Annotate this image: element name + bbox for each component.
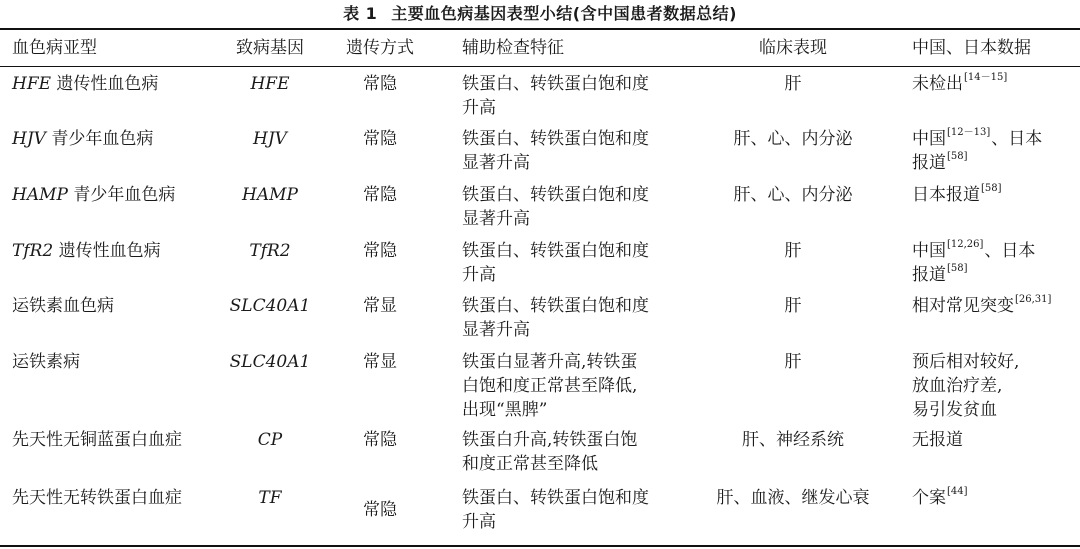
inheritance-cell: 常隐 — [363, 185, 397, 205]
subtype-text: 运铁素血色病 — [12, 296, 114, 316]
subtype-cell — [12, 294, 222, 318]
gene-cell: HAMP — [242, 185, 298, 205]
lab-cell: 铁蛋白显著升高,转铁蛋 白饱和度正常甚至降低, 出现“黑脾” — [462, 352, 638, 420]
header-clinical: 临床表现 — [759, 38, 827, 58]
inheritance-cell: 常隐 — [363, 241, 397, 261]
subtype-cell — [12, 127, 222, 151]
subtype-gene: HFE — [12, 74, 52, 94]
subtype-cell — [12, 183, 222, 207]
subtype-text: 先天性无铜蓝蛋白血症 — [12, 430, 182, 450]
header-inheritance: 遗传方式 — [346, 38, 414, 58]
header-gene: 致病基因 — [236, 38, 304, 58]
lab-cell: 铁蛋白、转铁蛋白饱和度 升高 — [462, 74, 649, 118]
cn-jp-text: 中国 — [912, 129, 946, 149]
subtype-text: 青少年血色病 — [67, 185, 176, 205]
lab-cell: 铁蛋白升高,转铁蛋白饱 和度正常甚至降低 — [462, 430, 638, 474]
cn-jp-text: 日本报道 — [912, 185, 980, 205]
gene-cell: TfR2 — [249, 241, 291, 261]
top-rule — [0, 28, 1080, 30]
subtype-gene: TfR2 — [12, 241, 54, 261]
header-rule — [0, 66, 1080, 67]
citation: [44] — [947, 486, 968, 498]
subtype-gene: HAMP — [12, 185, 68, 205]
cn-jp-text: 无报道 — [912, 430, 963, 450]
cn-jp-cell — [912, 72, 1077, 96]
clinical-cell: 肝、心、内分泌 — [733, 185, 853, 205]
inheritance-cell: 常隐 — [363, 500, 397, 520]
cn-jp-text: 未检出 — [912, 74, 963, 94]
cn-jp-cell — [912, 239, 1077, 287]
table-caption — [0, 2, 1080, 26]
clinical-cell: 肝 — [784, 241, 802, 261]
subtype-text: 先天性无转铁蛋白血症 — [12, 488, 182, 508]
gene-cell: HJV — [253, 129, 287, 149]
subtype-text: 遗传性血色病 — [51, 74, 159, 94]
cn-jp-text: 预后相对较好, 放血治疗差, 易引发贫血 — [912, 352, 1020, 420]
inheritance-cell: 常隐 — [363, 430, 397, 450]
table-number: 表 1 — [343, 4, 378, 23]
subtype-cell — [12, 239, 222, 263]
inheritance-cell: 常显 — [363, 296, 397, 316]
bottom-rule — [0, 545, 1080, 547]
citation: [12－13] — [947, 127, 991, 139]
clinical-cell: 肝 — [784, 352, 802, 372]
gene-cell: CP — [257, 430, 283, 450]
lab-cell: 铁蛋白、转铁蛋白饱和度 升高 — [462, 488, 649, 532]
citation: [12,26] — [947, 239, 984, 251]
citation: [58] — [947, 151, 968, 163]
cn-jp-text: 、日本 报道 — [912, 129, 1043, 173]
gene-cell: SLC40A1 — [229, 296, 311, 316]
gene-cell: TF — [258, 488, 282, 508]
lab-cell: 铁蛋白、转铁蛋白饱和度 显著升高 — [462, 129, 649, 173]
citation: [14－15] — [964, 72, 1008, 84]
clinical-cell: 肝、心、内分泌 — [733, 129, 853, 149]
lab-cell: 铁蛋白、转铁蛋白饱和度 显著升高 — [462, 185, 649, 229]
header-subtype: 血色病亚型 — [12, 38, 97, 58]
clinical-cell: 肝 — [784, 74, 802, 94]
cn-jp-text: 个案 — [912, 488, 946, 508]
clinical-cell: 肝、血液、继发心衰 — [716, 488, 870, 508]
lab-cell: 铁蛋白、转铁蛋白饱和度 升高 — [462, 241, 649, 285]
gene-cell: HFE — [250, 74, 290, 94]
gene-cell: SLC40A1 — [229, 352, 311, 372]
cn-jp-cell — [912, 486, 1077, 510]
subtype-text: 青少年血色病 — [45, 129, 154, 149]
citation: [58] — [981, 183, 1002, 195]
cn-jp-cell — [912, 350, 1077, 422]
subtype-text: 遗传性血色病 — [53, 241, 161, 261]
clinical-cell: 肝、神经系统 — [742, 430, 844, 450]
subtype-gene: HJV — [12, 129, 46, 149]
subtype-cell — [12, 486, 222, 510]
citation: [26,31] — [1015, 294, 1052, 306]
inheritance-cell: 常隐 — [363, 74, 397, 94]
subtype-cell — [12, 428, 222, 452]
cn-jp-cell — [912, 294, 1077, 318]
header-lab-features: 辅助检查特征 — [462, 38, 564, 58]
cn-jp-cell — [912, 183, 1077, 207]
subtype-cell — [12, 72, 222, 96]
subtype-cell — [12, 350, 222, 374]
cn-jp-text: 中国 — [912, 241, 946, 261]
citation: [58] — [947, 263, 968, 275]
cn-jp-cell — [912, 127, 1077, 175]
clinical-cell: 肝 — [784, 296, 802, 316]
inheritance-cell: 常显 — [363, 352, 397, 372]
cn-jp-text: 相对常见突变 — [912, 296, 1014, 316]
lab-cell: 铁蛋白、转铁蛋白饱和度 显著升高 — [462, 296, 649, 340]
cn-jp-text: 、日本 报道 — [912, 241, 1036, 285]
inheritance-cell: 常隐 — [363, 129, 397, 149]
subtype-text: 运铁素病 — [12, 352, 80, 372]
header-cn-jp-data: 中国、日本数据 — [912, 38, 1031, 58]
cn-jp-cell — [912, 428, 1077, 452]
table-title: 主要血色病基因表型小结(含中国患者数据总结) — [391, 4, 737, 23]
